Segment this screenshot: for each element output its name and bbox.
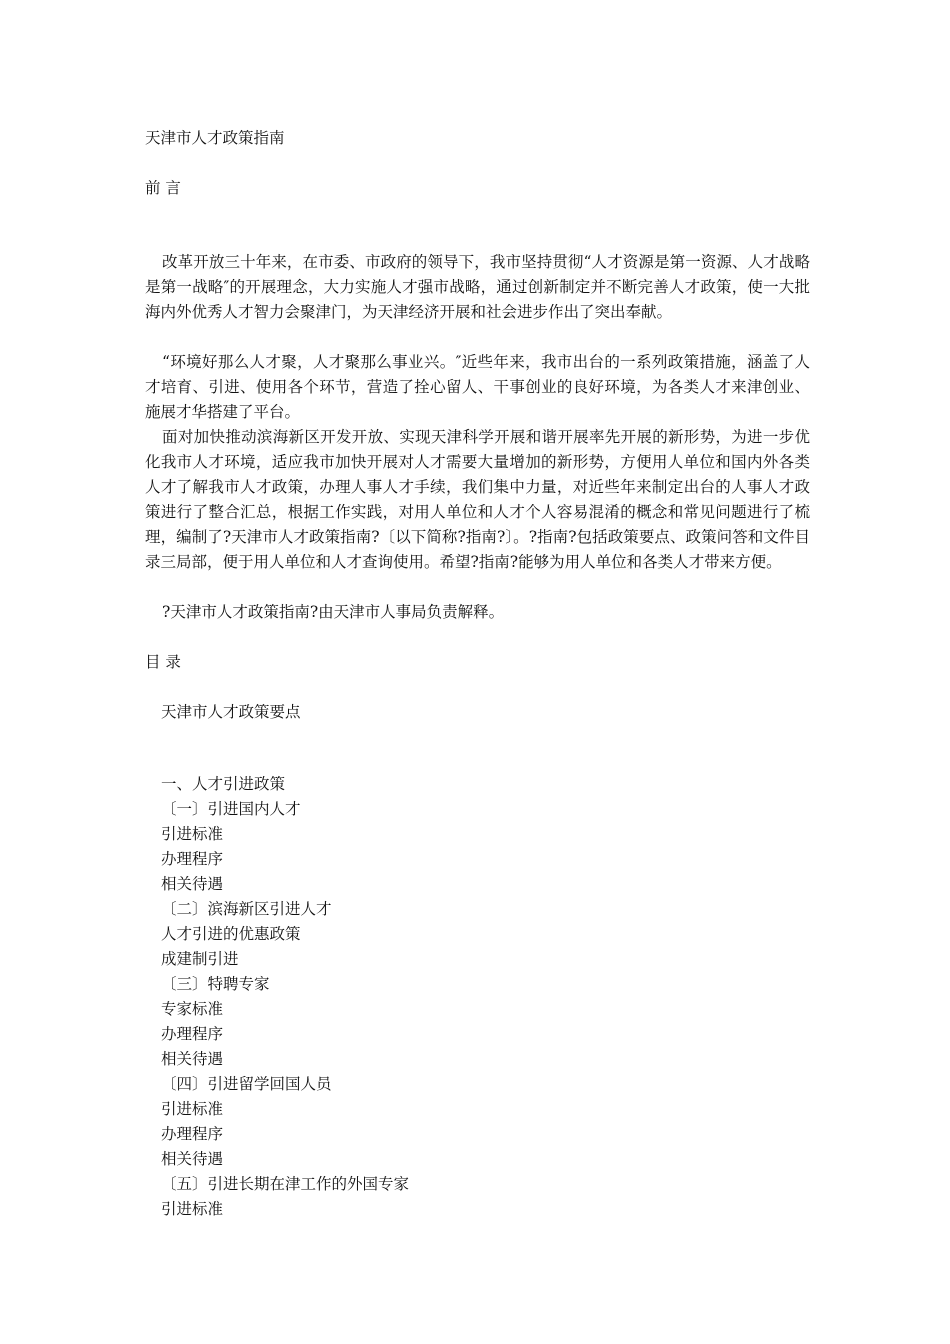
toc-item: 相关待遇: [161, 1150, 224, 1168]
toc-item: 〔三〕特聘专家: [161, 975, 270, 993]
toc-item: 引进标准: [161, 1100, 224, 1118]
toc-item: 〔四〕引进留学回国人员: [161, 1075, 332, 1093]
document-title: 天津市人才政策指南: [145, 129, 285, 147]
toc-item: 一、人才引进政策: [161, 775, 286, 793]
toc-item: 成建制引进: [161, 950, 239, 968]
toc-item: 人才引进的优惠政策: [161, 925, 301, 943]
toc-item: 引进标准: [161, 825, 224, 843]
toc-list: [161, 772, 409, 1222]
preface-paragraph-3: 面对加快推动滨海新区开发开放、实现天津科学开展和谐开展率先开展的新形势，为进一步优化我市人才环境，适应我市加快开展对人才需要大量增加的新形势，方便用人单位和国内外各类人才了解我市人才政策，办理人事人才手续，我们集中力量，对近些年来制定出台的人事人才政策进行了整合汇总，根据工作实践，对用人单位和人才个人容易混淆的概念和常见问题进行了梳理，编制了?天津市人才政策指南?〔以下简称?指南?〕。?指南?包括政策要点、政策问答和文件目录三局部，便于用人单位和人才查询使用。希望?指南?能够为用人单位和各类人才带来方便。: [145, 428, 810, 571]
preface-paragraph-2: “环境好那么人才聚，人才聚那么事业兴。″近些年来，我市出台的一系列政策措施，涵盖了人才培育、引进、使用各个环节，营造了拴心留人、干事创业的良好环境，为各类人才来津创业、施展才华搭建了平台。: [145, 353, 810, 421]
toc-item: 〔一〕引进国内人才: [161, 800, 301, 818]
toc-item: 办理程序: [161, 850, 224, 868]
preface-paragraph-4: ?天津市人才政策指南?由天津市人事局负责解释。: [162, 603, 505, 621]
toc-item: 办理程序: [161, 1025, 224, 1043]
preface-paragraph-1: 改革开放三十年来，在市委、市政府的领导下，我市坚持贯彻“人才资源是第一资源、人才战略是第一战略″的开展理念，大力实施人才强市战略，通过创新制定并不断完善人才政策，使一大批海内外优秀人才智力会聚津门，为天津经济开展和社会进步作出了突出奉献。: [145, 253, 810, 321]
toc-item: 相关待遇: [161, 875, 224, 893]
toc-item: 相关待遇: [161, 1050, 224, 1068]
toc-item: 办理程序: [161, 1125, 224, 1143]
preface-heading: 前 言: [145, 179, 181, 197]
toc-heading: 目 录: [145, 653, 181, 671]
toc-item: 〔五〕引进长期在津工作的外国专家: [161, 1175, 410, 1193]
toc-item: 〔二〕滨海新区引进人才: [161, 900, 332, 918]
toc-item: 引进标准: [161, 1200, 224, 1218]
toc-section-title: 天津市人才政策要点: [161, 703, 301, 721]
toc-item: 专家标准: [161, 1000, 224, 1018]
